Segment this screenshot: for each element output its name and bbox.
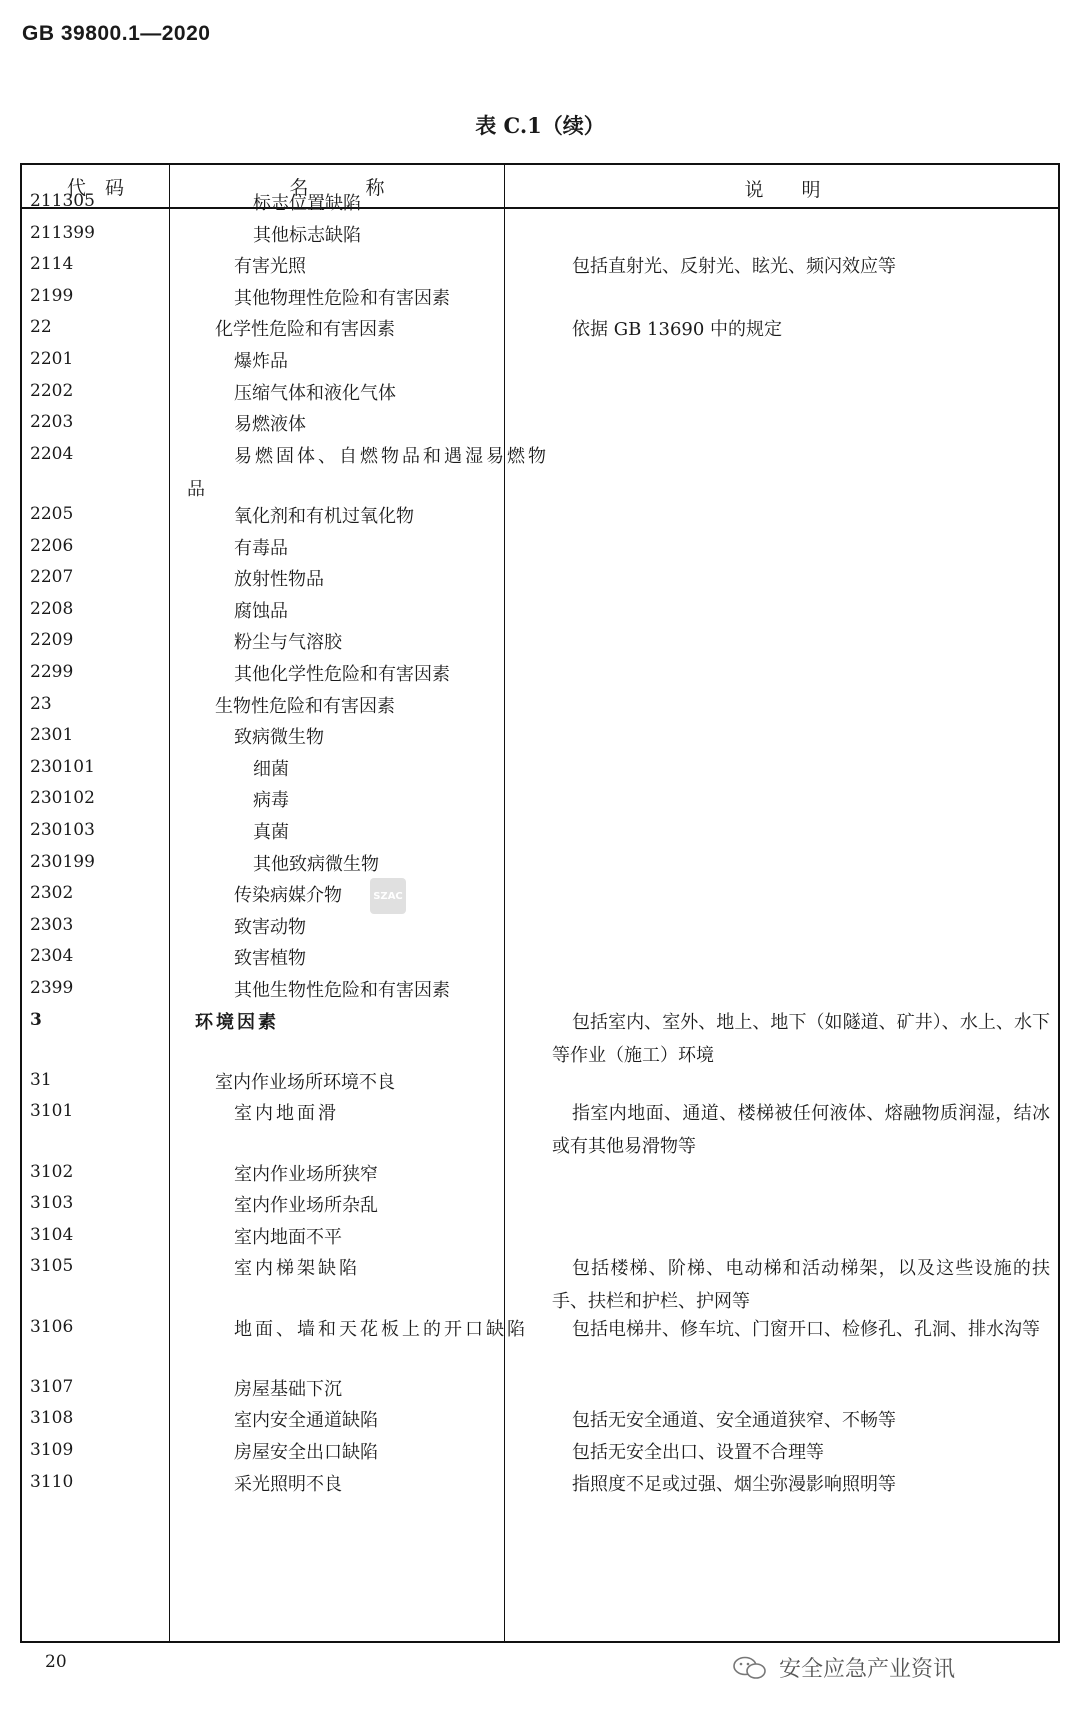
row-name: 病毒	[253, 790, 289, 812]
row-name: 压缩气体和液化气体	[234, 382, 396, 404]
row-code: 3103	[30, 1193, 74, 1214]
row-code: 230102	[30, 788, 95, 809]
row-name: 室内安全通道缺陷	[234, 1410, 378, 1432]
row-name: 其他标志缺陷	[253, 224, 361, 246]
watermark	[731, 1652, 955, 1683]
row-name: 室内作业场所环境不良	[215, 1071, 395, 1093]
row-code: 3102	[30, 1161, 74, 1182]
row-code: 3104	[30, 1224, 74, 1245]
row-name: 放射性物品	[234, 569, 324, 591]
row-code: 22	[30, 317, 52, 338]
row-code: 3110	[30, 1471, 74, 1492]
row-name: 腐蚀品	[234, 600, 288, 622]
row-name: 粉尘与气溶胶	[234, 632, 342, 654]
row-name: 细菌	[253, 758, 289, 780]
row-description: 包括电梯井、修车坑、门窗开口、检修孔、孔洞、排水沟等	[572, 1318, 1040, 1340]
row-name: 致害植物	[234, 948, 306, 970]
row-name: 室内地面滑	[234, 1103, 339, 1125]
row-name: 传染病媒介物	[234, 885, 342, 907]
hazard-code-table	[20, 163, 1060, 1643]
row-name: 房屋基础下沉	[234, 1378, 342, 1400]
row-name: 室内作业场所狭窄	[234, 1163, 378, 1185]
row-description: 包括无安全出口、设置不合理等	[572, 1442, 824, 1463]
row-code: 2209	[30, 630, 74, 651]
row-description: 指照度不足或过强、烟尘弥漫影响照明等	[572, 1473, 896, 1495]
row-description: 包括室内、室外、地上、地下（如隧道、矿井）、水上、水下等作业（施工）环境	[552, 1011, 1050, 1066]
column-header-name: 名 称	[289, 176, 385, 199]
row-code: 211305	[30, 191, 95, 211]
page-number: 20	[45, 1652, 67, 1672]
row-code: 3109	[30, 1440, 74, 1460]
column-header-code: 代 码	[66, 176, 124, 199]
row-name: 室内地面不平	[234, 1226, 342, 1248]
row-code: 23	[30, 693, 52, 714]
row-code: 2207	[30, 567, 74, 588]
row-description: 包括无安全通道、安全通道狭窄、不畅等	[572, 1410, 896, 1432]
row-code: 3101	[30, 1101, 74, 1122]
row-code: 2299	[30, 662, 74, 682]
row-name: 其他化学性危险和有害因素	[234, 664, 450, 685]
logo: SZAC	[370, 878, 406, 914]
row-name: 标志位置缺陷	[253, 193, 361, 214]
row-code: 31	[30, 1069, 52, 1090]
watermark-text: 安全应急产业资讯	[778, 1657, 955, 1682]
row-code: 3107	[30, 1376, 74, 1397]
row-code: 2205	[30, 504, 74, 524]
row-name: 其他物理性危险和有害因素	[234, 287, 450, 309]
row-code: 230199	[30, 851, 95, 872]
row-name: 室内梯架缺陷	[234, 1258, 360, 1280]
table-title: 表 C.1（续）	[475, 113, 605, 138]
row-code: 211399	[30, 222, 95, 243]
row-name: 有毒品	[234, 537, 288, 559]
row-description: 包括楼梯、阶梯、电动梯和活动梯架，以及这些设施的扶手、扶栏和护栏、护网等	[552, 1258, 1050, 1313]
row-name: 室内作业场所杂乱	[234, 1195, 378, 1217]
row-code: 2114	[30, 254, 74, 275]
row-code: 2201	[30, 349, 74, 369]
row-name: 有害光照	[234, 256, 306, 278]
row-code: 2303	[30, 914, 74, 935]
row-name: 氧化剂和有机过氧化物	[234, 506, 414, 527]
row-code: 3	[30, 1009, 42, 1030]
row-name: 生物性危险和有害因素	[215, 695, 395, 717]
row-code: 2204	[30, 443, 74, 464]
row-name: 爆炸品	[234, 351, 288, 372]
row-code: 2203	[30, 412, 74, 433]
row-code: 230101	[30, 756, 95, 777]
row-name: 化学性危险和有害因素	[215, 319, 395, 341]
row-code: 2202	[30, 380, 74, 401]
row-description: 依据 GB 13690 中的规定	[572, 319, 783, 341]
row-code: 2208	[30, 598, 74, 619]
row-name: 地面、墙和天花板上的开口缺陷	[234, 1318, 528, 1340]
row-code: 3105	[30, 1256, 74, 1277]
row-code: 2302	[30, 883, 74, 904]
row-code: 230103	[30, 820, 95, 840]
column-header-description: 说 明	[744, 178, 821, 201]
row-name: 其他致病微生物	[253, 853, 379, 875]
row-name: 真菌	[253, 822, 289, 843]
row-name: 房屋安全出口缺陷	[234, 1442, 378, 1463]
row-description: 包括直射光、反射光、眩光、频闪效应等	[572, 256, 896, 278]
row-name: 易燃液体	[234, 414, 306, 436]
row-name: 致病微生物	[234, 727, 324, 749]
row-code: 2399	[30, 978, 74, 998]
column-divider	[169, 165, 170, 1641]
row-code: 3106	[30, 1316, 74, 1337]
row-code: 2301	[30, 725, 74, 746]
standard-number: GB 39800.1—2020	[22, 22, 211, 45]
row-name: 其他生物性危险和有害因素	[234, 980, 450, 1001]
row-description: 指室内地面、通道、楼梯被任何液体、熔融物质润湿，结冰或有其他易滑物等	[552, 1103, 1050, 1158]
row-name: 致害动物	[234, 916, 306, 938]
row-code: 2304	[30, 946, 74, 967]
row-name: 采光照明不良	[234, 1473, 342, 1495]
wechat-icon	[731, 1655, 769, 1681]
row-code: 2199	[30, 285, 74, 306]
row-code: 3108	[30, 1408, 74, 1429]
row-code: 2206	[30, 535, 74, 556]
row-name: 环境因素	[195, 1011, 279, 1033]
row-name: 易燃固体、自燃物品和遇湿易燃物品	[187, 445, 549, 500]
